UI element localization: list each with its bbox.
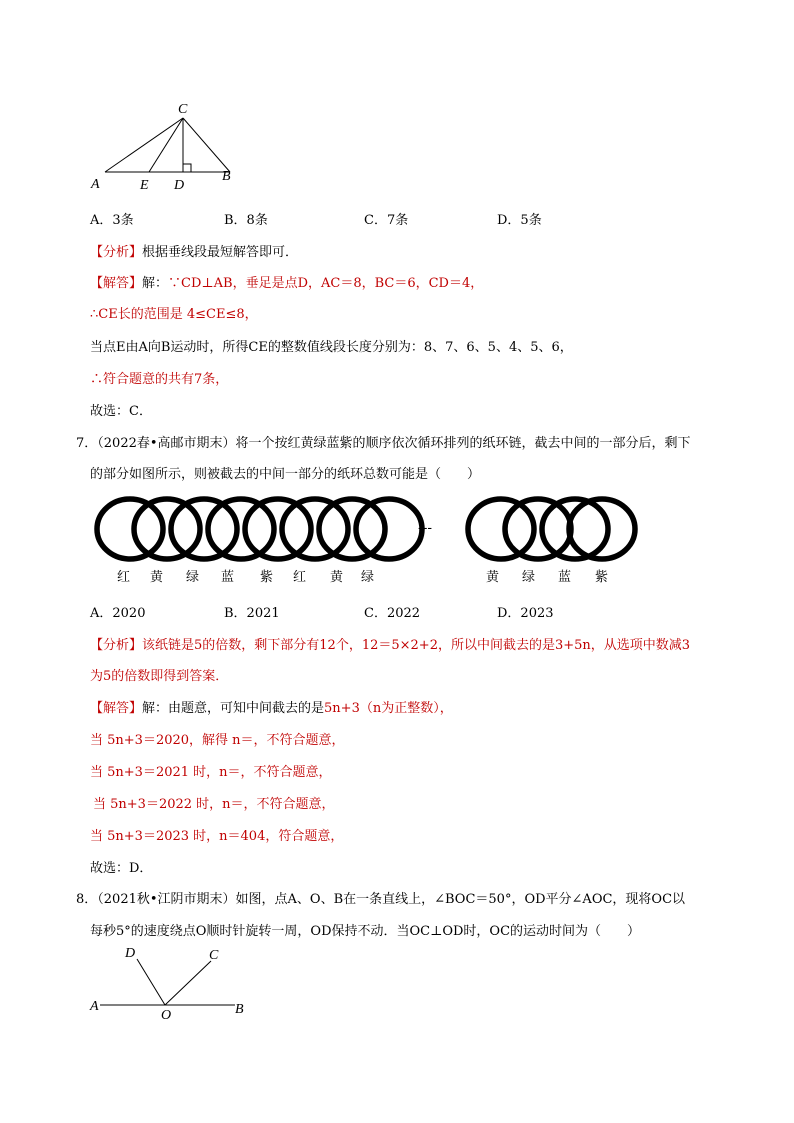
answer-prefix: 解：	[142, 276, 169, 291]
q6-line3: 当点E由A向B运动时，所得CE的整数值线段长度分别为：8、7、6、5、4、5、6，	[90, 340, 573, 355]
q7-answer	[90, 697, 453, 716]
q6-line2: ∴CE长的范围是 4≤CE≤8，	[90, 307, 258, 322]
ring-label: 蓝	[221, 570, 235, 585]
label-C: C	[209, 948, 219, 963]
analysis-tag: 【分析】	[90, 245, 143, 260]
q6-option-d: D．5条	[497, 213, 542, 228]
q6-option-a: A．3条	[90, 213, 134, 228]
answer-tag: 【解答】	[90, 276, 143, 291]
ring	[97, 499, 163, 559]
chain-gap-dots: ---	[418, 521, 433, 536]
ring	[468, 499, 534, 559]
ring-label: 紫	[260, 570, 274, 585]
q7-analysis-line1	[90, 634, 690, 653]
q7-case3: 当 5n+3＝2022 时，n＝，不符合题意，	[93, 797, 335, 812]
ring-label: 绿	[186, 570, 200, 585]
ring	[356, 499, 422, 559]
ring	[208, 499, 274, 559]
q6-line4: ∴符合题意的共有7条，	[90, 372, 229, 387]
ring	[505, 499, 571, 559]
q7-option-b: B．2021	[224, 606, 280, 621]
label-B: B	[235, 1002, 244, 1017]
ring-label: 绿	[522, 570, 536, 585]
q8-stem-line1: 8．（2021秋•江阴市期末）如图，点A、O、B在一条直线上，∠BOC＝50°，OD平分∠AOC，现将OC以	[76, 892, 686, 907]
q7-option-a: A．2020	[90, 606, 146, 621]
ring	[171, 499, 237, 559]
ring-label: 黄	[330, 570, 344, 585]
analysis-text: 该纸链是5的倍数，剩下部分有12个，12＝5×2+2，所以中间截去的是3+5n，从选项中数减3	[142, 638, 691, 653]
label-E: E	[140, 178, 149, 193]
ring-label: 绿	[361, 570, 375, 585]
ring	[319, 499, 385, 559]
triangle-figure	[85, 98, 245, 193]
ring-chain-figure	[90, 492, 650, 592]
analysis-tag: 【分析】	[90, 638, 143, 653]
answer-expr: 5n+3（n为正整数），	[324, 701, 453, 716]
q7-case2: 当 5n+3＝2021 时，n＝，不符合题意，	[90, 765, 332, 780]
q7-option-c: C．2022	[364, 606, 421, 621]
q7-stem-line1: 7．（2022春•高邮市期末）将一个按红黄绿蓝紫的顺序依次循环排列的纸环链，截去中间的一部分后，剩下	[76, 436, 691, 451]
ring-label: 紫	[595, 570, 609, 585]
ring-label: 黄	[150, 570, 164, 585]
ring	[134, 499, 200, 559]
answer-line1: ∵CD⊥AB，垂足是点D，AC＝8，BC＝6，CD＝4，	[168, 276, 484, 291]
q6-analysis	[90, 241, 298, 260]
label-A: A	[91, 177, 100, 192]
q8-stem-line2: 每秒5°的速度绕点O顺时针旋转一周，OD保持不动．当OC⊥OD时，OC的运动时间为（ ）	[90, 924, 641, 939]
ring-label: 蓝	[558, 570, 572, 585]
answer-prefix: 解：由题意，可知中间截去的是	[142, 701, 325, 716]
q7-choose: 故选：D．	[90, 861, 153, 876]
q6-choose: 故选：C．	[90, 404, 152, 419]
ring-label: 红	[117, 570, 131, 585]
q6-answer	[90, 272, 483, 291]
label-O: O	[161, 1008, 172, 1023]
label-B: B	[222, 169, 231, 184]
q6-option-b: B．8条	[224, 213, 268, 228]
angle-figure	[85, 943, 255, 1023]
ring	[245, 499, 311, 559]
label-D: D	[174, 178, 185, 193]
ring-label: 红	[293, 570, 307, 585]
analysis-text: 根据垂线段最短解答即可．	[142, 245, 299, 260]
q7-analysis-line2: 为5的倍数即得到答案．	[90, 669, 229, 684]
q7-case4: 当 5n+3＝2023 时，n＝404，符合题意，	[90, 829, 344, 844]
ring-label: 黄	[486, 570, 500, 585]
q7-stem-line2: 的部分如图所示，则被截去的中间一部分的纸环总数可能是（ ）	[90, 467, 481, 482]
answer-tag: 【解答】	[90, 701, 143, 716]
ring	[282, 499, 348, 559]
label-C: C	[178, 102, 188, 117]
q7-case1: 当 5n+3＝2020，解得 n＝，不符合题意，	[90, 733, 345, 748]
label-A: A	[90, 999, 99, 1014]
q6-option-c: C．7条	[364, 213, 409, 228]
label-D: D	[125, 946, 136, 961]
q7-option-d: D．2023	[497, 606, 554, 621]
